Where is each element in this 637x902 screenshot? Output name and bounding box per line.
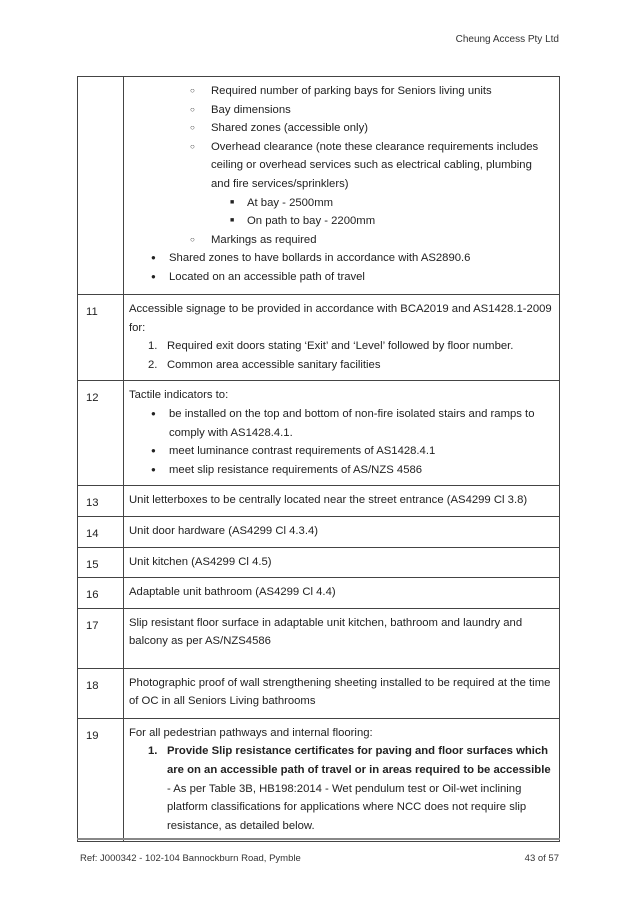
row-text: Tactile indicators to: (129, 389, 229, 402)
table-row (78, 608, 560, 668)
list-item: ○ Required number of parking bays for Seniors living units (129, 82, 553, 101)
list-item (129, 337, 553, 356)
list-text: - As per Table 3B, HB198:2014 - Wet pendulum test or Oil-wet inclining platform classifications for applications where NCC does not require slip resistance, as detailed below. (167, 782, 527, 832)
row-number: 12 (78, 381, 124, 486)
row-text: Photographic proof of wall strengthening sheeting installed to be required at the time of OC in all Seniors Living bathrooms (124, 668, 560, 718)
row-text: Adaptable unit bathroom (AS4299 Cl 4.4) (124, 578, 560, 609)
list-item: ○ Markings as required (129, 231, 553, 250)
row-text: Accessible signage to be provided in accordance with BCA2019 and AS1428.1-2009 for: (129, 303, 552, 334)
row-content (124, 381, 560, 486)
page-number: 43 of 57 (524, 853, 559, 864)
company-header: Cheung Access Pty Ltd (455, 34, 559, 45)
row-number: 18 (78, 668, 124, 718)
row-text: Unit letterboxes to be centrally located near the street entrance (AS4299 Cl 3.8) (124, 486, 560, 517)
table-row (78, 77, 560, 295)
row-content (124, 718, 560, 842)
list-item: ● meet slip resistance requirements of AS/NZS 4586 (129, 461, 553, 480)
table-row (78, 486, 560, 517)
list-number: 2. (148, 358, 158, 371)
list-item (129, 742, 553, 835)
footer-divider (77, 838, 560, 840)
list-number: 1. (148, 745, 158, 758)
table-row (78, 578, 560, 609)
table-row (78, 547, 560, 578)
table-row (78, 668, 560, 718)
list-number: 1. (148, 340, 158, 353)
list-item (129, 356, 553, 375)
list-item: ● Located on an accessible path of travel (129, 268, 553, 287)
row-number: 11 (78, 295, 124, 381)
row-number: 13 (78, 486, 124, 517)
row-text: For all pedestrian pathways and internal flooring: (129, 726, 373, 739)
list-text: Required exit doors stating ‘Exit’ and ‘Level’ followed by floor number. (167, 340, 514, 353)
row-number: 16 (78, 578, 124, 609)
table-row (78, 381, 560, 486)
table-row (78, 295, 560, 381)
row-number: 14 (78, 516, 124, 547)
footer-reference: Ref: J000342 - 102-104 Bannockburn Road, Pymble (80, 853, 301, 864)
row-text: Slip resistant floor surface in adaptable unit kitchen, bathroom and laundry and balcony as per AS/NZS4586 (124, 608, 560, 668)
table-row (78, 516, 560, 547)
row-content (124, 77, 560, 295)
row-number (78, 77, 124, 295)
row-number: 19 (78, 718, 124, 842)
list-text-bold: Provide Slip resistance certificates for paving and floor surfaces which are on an accessible path of travel or in areas required to be accessible (167, 745, 551, 776)
requirements-table (77, 76, 560, 842)
list-item: ○ Bay dimensions (129, 101, 553, 120)
list-item: ● Shared zones to have bollards in accordance with AS2890.6 (129, 249, 553, 268)
row-text: Unit door hardware (AS4299 Cl 4.3.4) (124, 516, 560, 547)
list-item: ■ On path to bay - 2200mm (129, 212, 553, 231)
row-content (124, 295, 560, 381)
row-number: 17 (78, 608, 124, 668)
list-item: ● meet luminance contrast requirements of AS1428.4.1 (129, 442, 553, 461)
list-item: ○ Shared zones (accessible only) (129, 119, 553, 138)
row-number: 15 (78, 547, 124, 578)
list-text: Common area accessible sanitary facilities (167, 358, 381, 371)
row-text: Unit kitchen (AS4299 Cl 4.5) (124, 547, 560, 578)
list-item: ● be installed on the top and bottom of non-fire isolated stairs and ramps to comply with AS1428.4.1. (129, 405, 553, 442)
list-item: ○ Overhead clearance (note these clearance requirements includes ceiling or overhead services such as electrical cabling, plumbing and fire services/sprinklers) (129, 138, 553, 194)
table-row (78, 718, 560, 842)
list-item: ■ At bay - 2500mm (129, 194, 553, 213)
